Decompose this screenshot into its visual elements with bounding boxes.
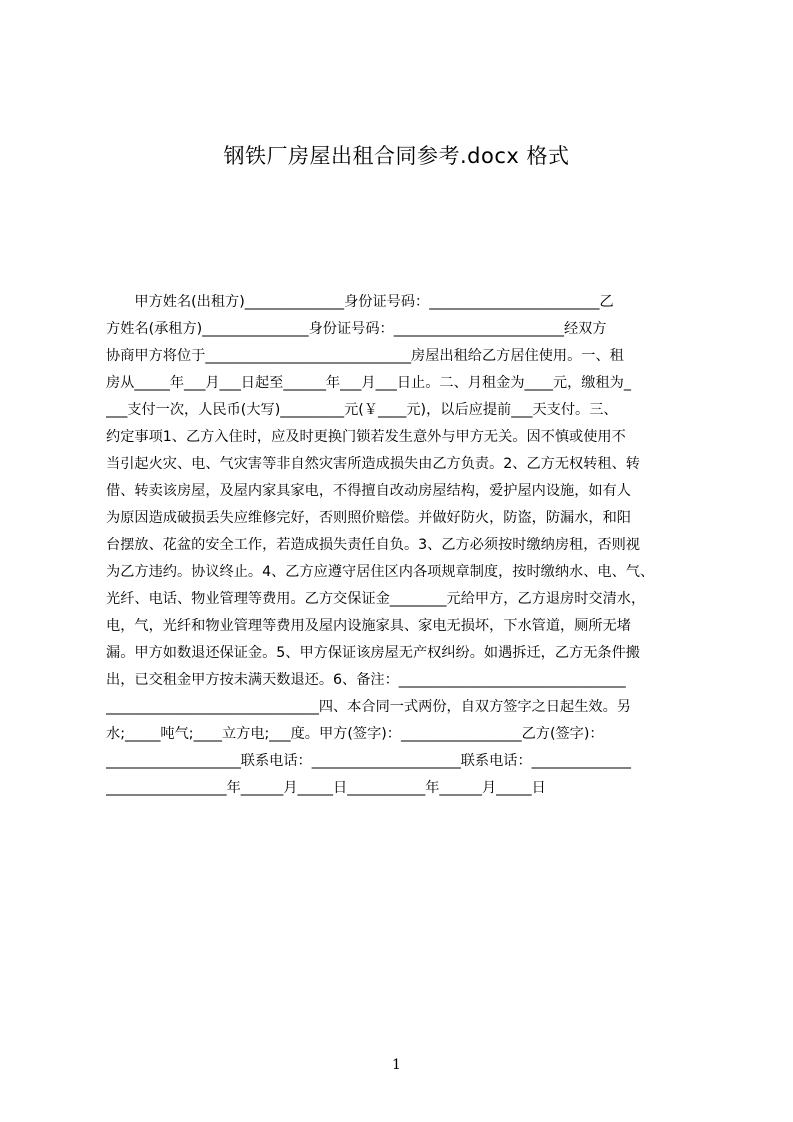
text-line: 电，气，光纤和物业管理等费用及屋内设施家具、家电无损坏，下水管道，厕所无堵 [106, 618, 631, 634]
text-line: 漏。甲方如数退还保证金。5、甲方保证该房屋无产权纠纷。如遇拆迁，乙方无条件搬 [106, 645, 640, 661]
text-line: ___________________联系电话：_____________________联系电话：______________ [106, 753, 631, 769]
text-line: _________________年______月_____日___________年______月_____日 [106, 780, 546, 796]
text-line: 当引起火灾、电、气灾害等非自然灾害所造成损失由乙方负责。2、乙方无权转租、转 [106, 456, 640, 472]
text-line: 为原因造成破损丢失应维修完好，否则照价赔偿。并做好防火，防盗，防漏水，和阳 [106, 510, 631, 526]
text-line: 甲方姓名(出租方)______________身份证号码：________________________乙 [106, 294, 614, 310]
text-line: 光纤、电话、物业管理等费用。乙方交保证金________元给甲方，乙方退房时交清水， [106, 591, 646, 607]
text-line: 约定事项1、乙方入住时，应及时更换门锁若发生意外与甲方无关。因不慎或使用不 [106, 429, 626, 445]
text-line: ___支付一次，人民币(大写)_________元(￥____元)，以后应提前___天支付。三、 [106, 402, 618, 418]
text-line: 为乙方违约。协议终止。4、乙方应遵守居住区内各项规章制度，按时缴纳水、电、气、 [106, 564, 655, 580]
text-line: 方姓名(承租方)_______________身份证号码：________________________经双方 [106, 321, 607, 337]
text-line: 水;_____吨气;____立方电;___度。甲方(签字)：_________________乙方(签字)： [106, 726, 604, 742]
text-line: 出，已交租金甲方按未满天数退还。6、备注：________________________________ [106, 672, 626, 688]
text-line: 台摆放、花盆的安全工作，若造成损失责任自负。3、乙方必须按时缴纳房租，否则视 [106, 537, 640, 553]
page-number: 1 [392, 1057, 401, 1073]
text-line: 协商甲方将位于_____________________________房屋出租给乙方居住使用。一、租 [106, 348, 624, 364]
document-title: 钢铁厂房屋出租合同参考.docx 格式 [223, 144, 570, 168]
text-line: 借、转卖该房屋，及屋内家具家电，不得擅自改动房屋结构，爱护屋内设施，如有人 [106, 483, 631, 499]
contract-body [106, 289, 696, 802]
text-line: 房从_____年___月___日起至______年___月___日止。二、月租金为____元，缴租为_ [106, 375, 631, 391]
text-line: ______________________________四、本合同一式两份，自双方签字之日起生效。另 [106, 699, 631, 715]
